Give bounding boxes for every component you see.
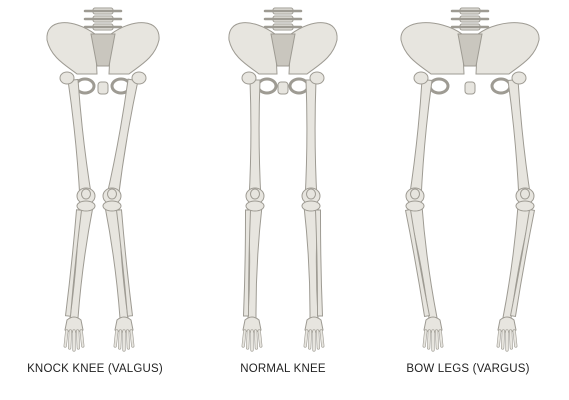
left-tibial-plateau xyxy=(406,201,424,211)
left-foot xyxy=(65,317,83,350)
left-patella xyxy=(411,189,420,199)
left-femoral-head xyxy=(242,72,256,84)
skeleton-group xyxy=(47,8,159,350)
right-tibial-plateau xyxy=(103,201,121,211)
knock-knee-skeleton xyxy=(0,0,190,360)
right-tibial-plateau xyxy=(302,201,320,211)
figure-knock-knee xyxy=(0,0,190,400)
right-femoral-head xyxy=(310,72,324,84)
left-tibial-plateau xyxy=(77,201,95,211)
right-tibial-plateau xyxy=(516,201,534,211)
right-foot xyxy=(498,317,516,350)
left-femur xyxy=(409,80,432,201)
skeleton-group xyxy=(401,8,539,350)
right-femoral-head xyxy=(512,72,526,84)
left-tibial-plateau xyxy=(246,201,264,211)
left-foot xyxy=(424,317,442,350)
caption-normal-knee: NORMAL KNEE xyxy=(240,363,326,375)
left-patella xyxy=(251,189,260,199)
left-femur xyxy=(68,79,92,200)
right-foot xyxy=(305,317,323,350)
right-patella xyxy=(307,189,316,199)
left-patella xyxy=(82,189,91,199)
right-femur xyxy=(106,79,138,201)
bow-legs-skeleton xyxy=(373,0,563,360)
right-patella xyxy=(108,189,117,199)
skeleton-group xyxy=(229,8,337,350)
normal-knee-skeleton xyxy=(188,0,378,360)
right-femur xyxy=(305,80,317,200)
figure-bow-legs xyxy=(373,0,563,400)
figure-normal-knee xyxy=(188,0,378,400)
left-foot xyxy=(243,317,261,350)
left-femur xyxy=(249,80,261,200)
right-femur xyxy=(508,80,531,201)
right-patella xyxy=(521,189,530,199)
right-foot xyxy=(115,317,133,350)
left-femoral-head xyxy=(60,72,74,84)
right-femoral-head xyxy=(132,72,146,84)
caption-bow-legs: BOW LEGS (VARGUS) xyxy=(406,363,530,375)
left-femoral-head xyxy=(414,72,428,84)
caption-knock-knee: KNOCK KNEE (VALGUS) xyxy=(27,363,163,375)
